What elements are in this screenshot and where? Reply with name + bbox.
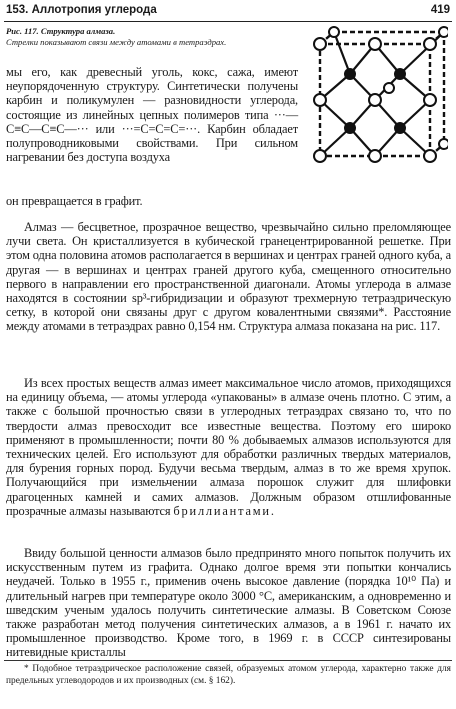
paragraph-diamond-hardness: [6, 376, 451, 518]
paragraph-synthetic-diamonds: Ввиду большой ценности алмазов было предпринято много попыток получить их искусственным путем из графита. Однако долгое время эти попытки кончались неудачей. Только в 1955 г., применив очень высокое давление (порядка 10¹⁰ Па) и длительный нагрев при температуре около 3000 °С, американским, а одновременно и шведским ученым удалось получить синтетические алмазы. В Советском Союзе также разработан метод получения синтетических алмазов, а в 1961 г. начато их промышленное производство. Кроме того, в 1969 г. в СССР синтезированы нитевидные кристаллы: [6, 546, 451, 660]
footnote: * Подобное тетраэдрическое расположение связей, образуемых атомом углерода, характерно также для предельных углеводородов и их производных (см. § 162).: [6, 664, 451, 686]
diamond-structure-figure: [304, 26, 448, 174]
figure-caption-subtitle: Стрелки показывают связи между атомами в тетраэдрах.: [6, 37, 227, 47]
footnote-rule: [4, 660, 452, 661]
header-rule: [4, 21, 452, 22]
paragraph-diamond-structure: Алмаз — бесцветное, прозрачное вещество, чрезвычайно сильно преломляющее лучи света. Он кристаллизуется в кубической гранецентрированной решетке. При этом одна половина атомов располагается в вершинах и центрах граней одного куба, а другая — в вершинах и центрах граней другого куба, смещенного относительно первого в направлении его пространственной диагонали. Атомы углерода в алмазе находятся в состоянии sp³-гибридизации и образуют трехмерную тетраэдрическую сетку, в которой они связаны друг с другом ковалентными связями*. Расстояние между атомами в тетраэдрах равно 0,154 нм. Структура алмаза показана на рис. 117.: [6, 220, 451, 334]
section-title: 153. Аллотропия углерода: [6, 4, 157, 16]
bond-lines: [320, 32, 444, 156]
page-header: [6, 4, 450, 20]
page-number: 419: [430, 4, 450, 16]
paragraph-diamond-hardness-text: Из всех простых веществ алмаз имеет максимальное число атомов, приходящихся на единицу объема, — атомы углерода «упакованы» в алмазе очень плотно. С этим, а также с большой прочностью связи в углеродных тетраэдрах связано то, что по твердости алмаз превосходит все известные вещества. Поэтому его широко применяют в промышленности; почти 80 % добываемых алмазов используются для технических целей. Его используют для обработки различных твердых материалов, для бурения горных пород. Будучи весьма твердым, алмаз в то же время хрупок. Получающийся при измельчении алмаза порошок служит для шлифовки драгоценных камней и самих алмазов. Должным образом отшлифованные прозрачные алмазы называются: [6, 376, 451, 518]
paragraph-carbyne-end: он превращается в графит.: [6, 194, 143, 208]
brilliants-term: бриллиантами.: [173, 503, 276, 518]
figure-caption: [6, 26, 306, 48]
paragraph-carbyne: мы его, как древесный уголь, кокс, сажа, имеют неупорядоченную структуру. Синтетически получены карбин и поликумулен — разновидности углерода, состоящие из линейных цепных полимеров типа ···—С≡С—С≡С—··· или ···=С=С=С=···. Карбин обладает полупроводниковыми свойствами. При сильном нагревании без доступа воздуха: [6, 65, 298, 165]
figure-caption-title: Рис. 117. Структура алмаза.: [6, 26, 116, 36]
